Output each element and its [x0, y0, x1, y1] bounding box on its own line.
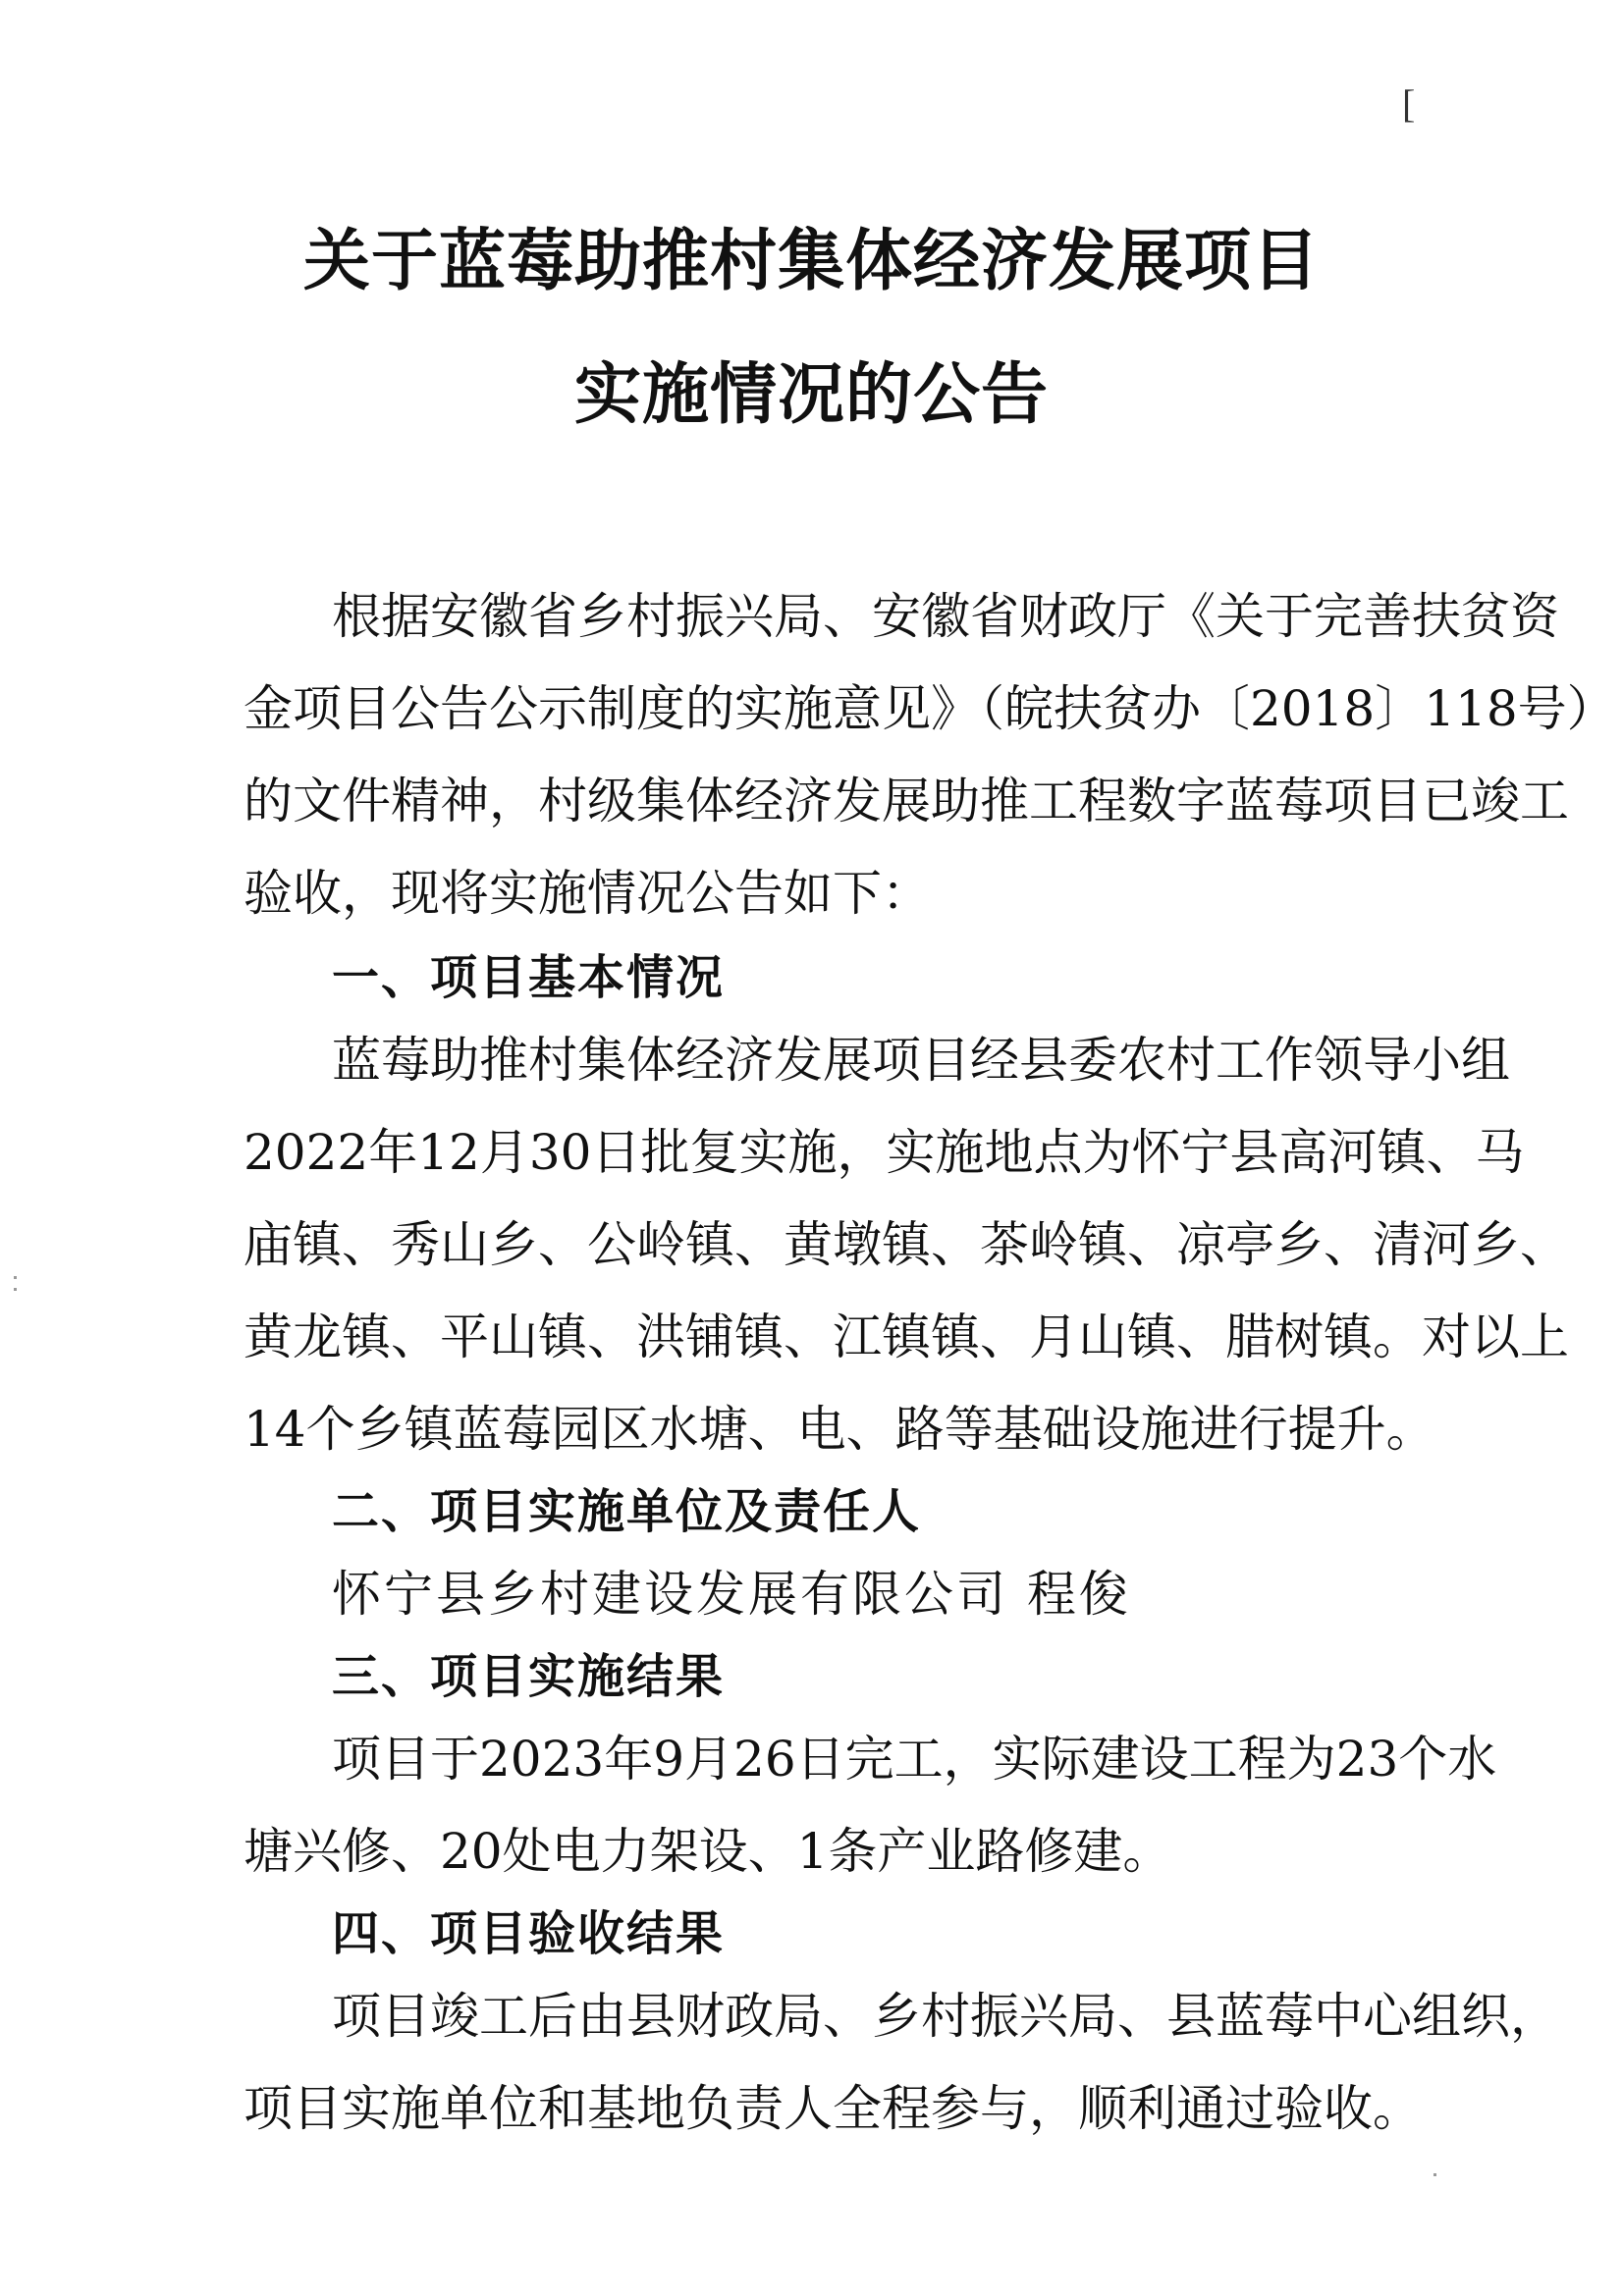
intro-line: 根据安徽省乡村振兴局、安徽省财政厅《关于完善扶贫资 — [332, 588, 1559, 645]
section-heading-acceptance: 四、项目验收结果 — [332, 1906, 726, 1961]
scan-speck — [1434, 2173, 1436, 2176]
scan-speck — [14, 1288, 17, 1291]
section1-line: 14个乡镇蓝莓园区水塘、电、路等基础设施进行提升。 — [243, 1401, 1435, 1458]
corner-mark: [ — [1402, 81, 1416, 126]
section-heading-basic-info: 一、项目基本情况 — [332, 950, 726, 1005]
title-line-1: 关于蓝莓助推村集体经济发展项目 — [302, 223, 1320, 300]
section3-line: 塘兴修、20处电力架设、1条产业路修建。 — [243, 1823, 1172, 1880]
section1-line: 2022年12月30日批复实施，实施地点为怀宁县高河镇、马 — [243, 1124, 1525, 1181]
section1-line: 庙镇、秀山乡、公岭镇、黄墩镇、茶岭镇、凉亭乡、清河乡、 — [243, 1216, 1569, 1273]
section-heading-unit: 二、项目实施单位及责任人 — [332, 1484, 922, 1539]
title-line-2: 实施情况的公告 — [573, 356, 1049, 434]
intro-line: 验收，现将实施情况公告如下： — [243, 865, 931, 922]
scan-speck — [14, 1276, 17, 1279]
intro-line: 的文件精神，村级集体经济发展助推工程数字蓝莓项目已竣工 — [243, 773, 1569, 829]
section2-text: 怀宁县乡村建设发展有限公司 程俊 — [332, 1566, 1131, 1623]
section3-line: 项目于2023年9月26日完工，实际建设工程为23个水 — [332, 1731, 1497, 1788]
section4-line: 项目竣工后由县财政局、乡村振兴局、县蓝莓中心组织， — [332, 1988, 1559, 2045]
intro-line: 金项目公告公示制度的实施意见》（皖扶贫办〔2018〕118号） — [243, 680, 1616, 737]
section4-line: 项目实施单位和基地负责人全程参与，顺利通过验收。 — [243, 2080, 1422, 2137]
section-heading-result: 三、项目实施结果 — [332, 1649, 726, 1704]
section1-line: 黄龙镇、平山镇、洪铺镇、江镇镇、月山镇、腊树镇。对以上 — [243, 1308, 1569, 1365]
section1-line: 蓝莓助推村集体经济发展项目经县委农村工作领导小组 — [332, 1032, 1510, 1089]
